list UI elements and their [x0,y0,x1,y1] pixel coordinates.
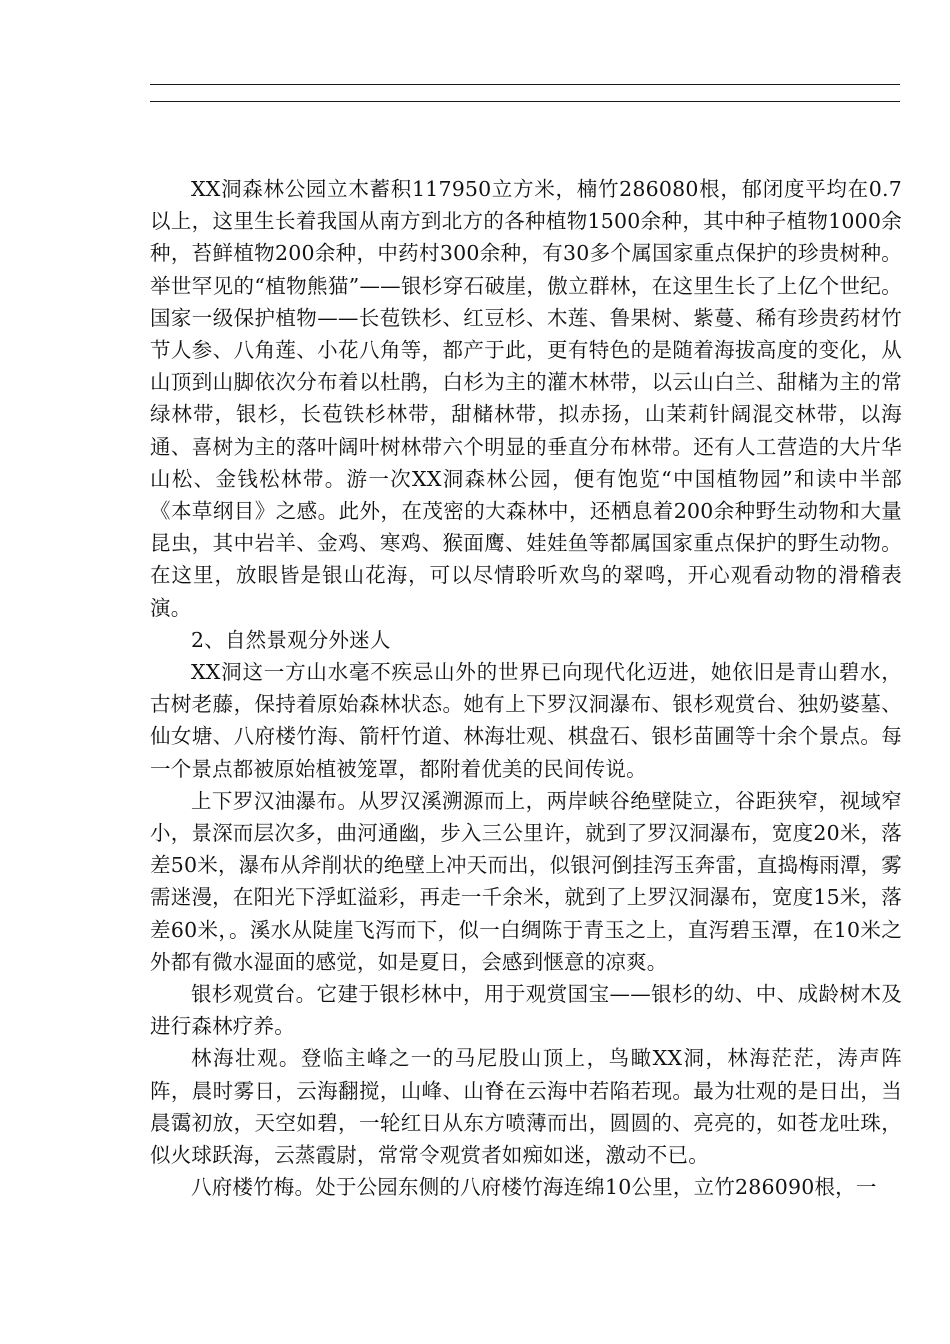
paragraph-forest-sea-view: 林海壮观。登临主峰之一的马尼股山顶上，鸟瞰XX洞，林海茫茫，涛声阵阵，晨时雾日，云海翻搅，山峰、山脊在云海中若陷若现。最为壮观的是日出，当晨霭初放，天空如碧，一轮红日从东方喷薄而出，圆圆的、亮亮的，如苍龙吐珠，似火球跃海，云蒸霞尉，常常令观赏者如痴如迷，激动不已。 [150,1046,902,1168]
document-body [150,173,902,1204]
paragraph-luohan-waterfall: 上下罗汉油瀑布。从罗汉溪溯源而上，两岸峡谷绝壁陡立，谷距狭窄，视域窄小，景深而层次多，曲河通幽，步入三公里许，就到了罗汉洞瀑布，宽度20米，落差50米，瀑布从斧削状的绝壁上冲天而出，似银河倒挂泻玉奔雷，直捣梅雨潭，雾需迷漫，在阳光下浮虹溢彩，再走一千余米，就到了上罗汉洞瀑布，宽度15米，落差60米，。溪水从陡崖飞泻而下，似一白绸陈于青玉之上，直泻碧玉潭，在10米之外都有微水湿面的感觉，如是夏日，会感到惬意的凉爽。 [150,788,902,974]
header-rule-bottom [150,101,900,102]
header-rule-top [150,84,900,85]
paragraph-scenic-spots: XX洞这一方山水毫不疾忌山外的世界已向现代化迈进，她依旧是青山碧水，古树老藤，保持着原始森林状态。她有上下罗汉洞瀑布、银杉观赏台、独奶婆墓、仙女塘、八府楼竹海、箭杆竹道、林海壮观、棋盘石、银杉苗圃等十余个景点。每一个景点都被原始植被笼罩，都附着优美的民间传说。 [150,660,902,781]
section-heading-natural-scenery: 2、自然景观分外迷人 [191,627,391,652]
paragraph-bafulou-bamboo: 八府楼竹梅。处于公园东侧的八府楼竹海连绵10公里，立竹286090根，一 [191,1175,877,1200]
paragraph-forest-resources: XX洞森林公园立木蓄积117950立方米，楠竹286080根，郁闭度平均在0.7以上，这里生长着我国从南方到北方的各种植物1500余种，其中种子植物1000余种，苔鲜植物200余种，中药村300余种，有30多个属国家重点保护的珍贵树种。举世罕见的“植物熊猫”——银杉穿石破崖，傲立群林，在这里生长了上亿个世纪。国家一级保护植物——长苞铁杉、红豆杉、木莲、鲁果树、紫蔓、稀有珍贵药材竹节人参、八角莲、小花八角等，都产于此，更有特色的是随着海拔高度的变化，从山顶到山脚依次分布着以杜鹃，白杉为主的灌木林带，以云山白兰、甜槠为主的常绿林带，银杉，长苞铁杉林带，甜槠林带，拟赤扬，山茉莉针阔混交林带，以海通、喜树为主的落叶阔叶树林带六个明显的垂直分布林带。还有人工营造的大片华山松、金钱松林带。游一次XX洞森林公园，便有饱览“中国植物园”和读中半部《本草纲目》之感。此外，在茂密的大森林中，还栖息着200余种野生动物和大量昆虫，其中岩羊、金鸡、寒鸡、猴面鹰、娃娃鱼等都属国家重点保护的野生动物。在这里，放眼皆是银山花海，可以尽情聆听欢鸟的翠鸣，开心观看动物的滑稽表演。 [150,177,902,620]
paragraph-yinshan-platform: 银杉观赏台。它建于银杉林中，用于观赏国宝——银杉的幼、中、成龄树木及进行森林疗养。 [150,982,902,1039]
